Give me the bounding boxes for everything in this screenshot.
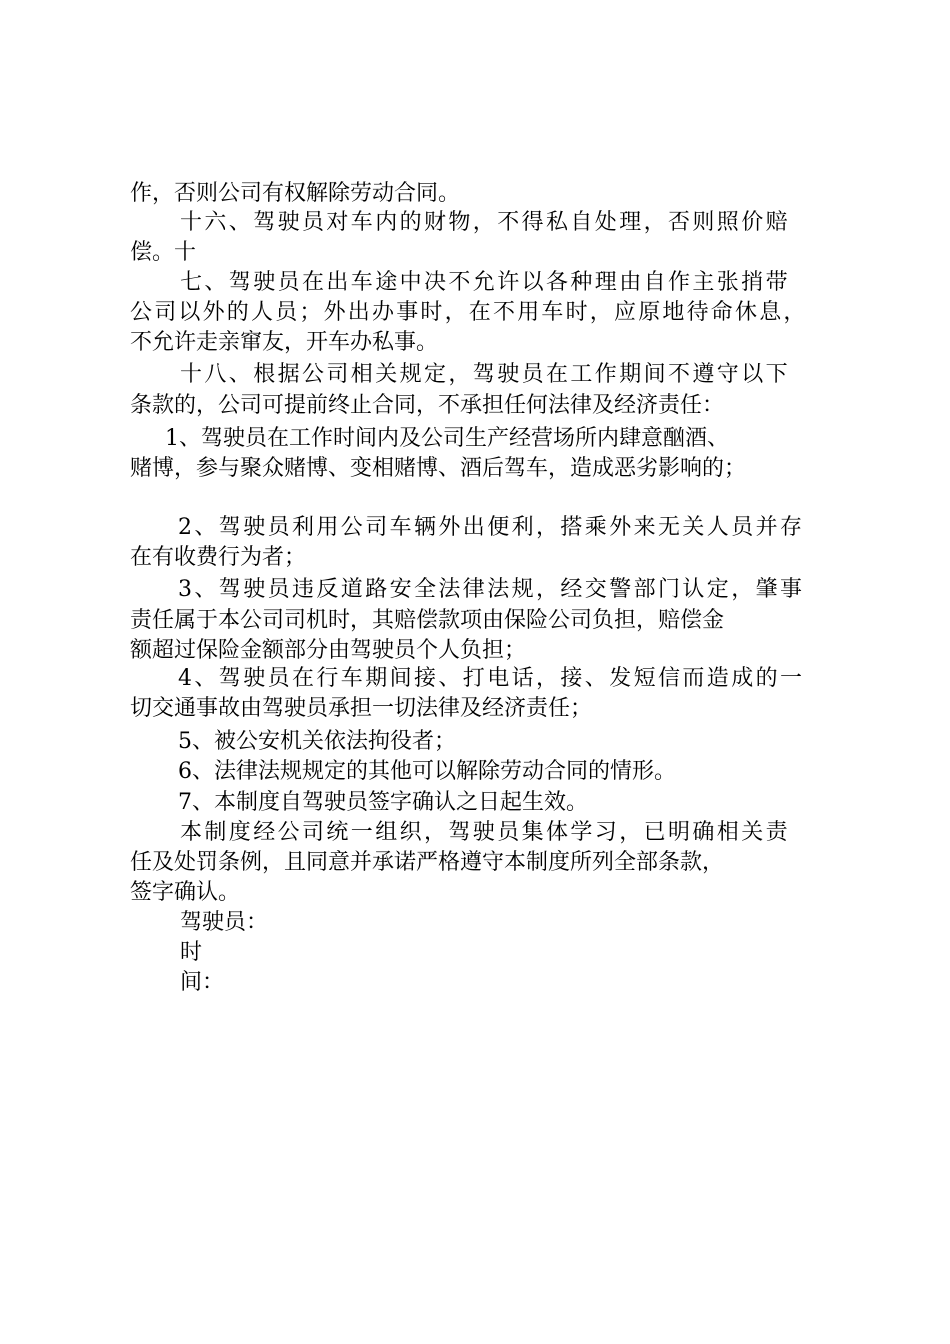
text-line-20: 7、本制度自驾驶员签字确认之日起生效。 bbox=[178, 790, 588, 815]
text-line-8: 条款的，公司可提前终止合同，不承担任何法律及经济责任： bbox=[130, 393, 725, 418]
text-line-9: 1、驾驶员在工作时间内及公司生产经营场所内肆意酗酒、 bbox=[165, 426, 729, 451]
signature-time-label-2: 间： bbox=[180, 970, 225, 995]
text-line-23: 签字确认。 bbox=[130, 880, 241, 905]
signature-time-label-1: 时 bbox=[180, 940, 203, 965]
text-line-18: 5、被公安机关依法拘役者； bbox=[178, 729, 456, 754]
text-line-21: 本制度经公司统一组织，驾驶员集体学习，已明确相关责 bbox=[180, 820, 791, 845]
text-line-12: 在有收费行为者； bbox=[130, 545, 307, 570]
text-line-1: 作，否则公司有权解除劳动合同。 bbox=[130, 181, 461, 206]
text-line-15: 额超过保险金额部分由驾驶员个人负担； bbox=[130, 638, 527, 663]
text-line-11: 2、驾驶员利用公司车辆外出便利，搭乘外来无关人员并存 bbox=[178, 515, 805, 540]
text-line-17: 切交通事故由驾驶员承担一切法律及经济责任； bbox=[130, 696, 593, 721]
text-line-13: 3、驾驶员违反道路安全法律法规，经交警部门认定，肇事 bbox=[178, 577, 805, 602]
text-line-6: 不允许走亲窜友，开车办私事。 bbox=[130, 330, 439, 355]
text-line-3: 偿。十 bbox=[130, 240, 197, 265]
text-line-2: 十六、驾驶员对车内的财物，不得私自处理，否则照价赔 bbox=[180, 210, 791, 235]
text-line-14: 责任属于本公司司机时，其赔偿款项由保险公司负担，赔偿金 bbox=[130, 608, 725, 633]
text-line-16: 4、驾驶员在行车期间接、打电话，接、发短信而造成的一 bbox=[178, 666, 805, 691]
text-line-19: 6、法律法规规定的其他可以解除劳动合同的情形。 bbox=[178, 759, 676, 784]
text-line-7: 十八、根据公司相关规定，驾驶员在工作期间不遵守以下 bbox=[180, 362, 791, 387]
text-line-22: 任及处罚条例，且同意并承诺严格遵守本制度所列全部条款， bbox=[130, 850, 725, 875]
text-line-4: 七、驾驶员在出车途中决不允许以各种理由自作主张捎带 bbox=[180, 270, 791, 295]
signature-driver-label: 驾驶员： bbox=[180, 910, 269, 935]
text-line-5: 公司以外的人员；外出办事时，在不用车时，应原地待命休息， bbox=[130, 300, 808, 325]
text-line-10: 赌博，参与聚众赌博、变相赌博、酒后驾车，造成恶劣影响的； bbox=[130, 456, 747, 481]
